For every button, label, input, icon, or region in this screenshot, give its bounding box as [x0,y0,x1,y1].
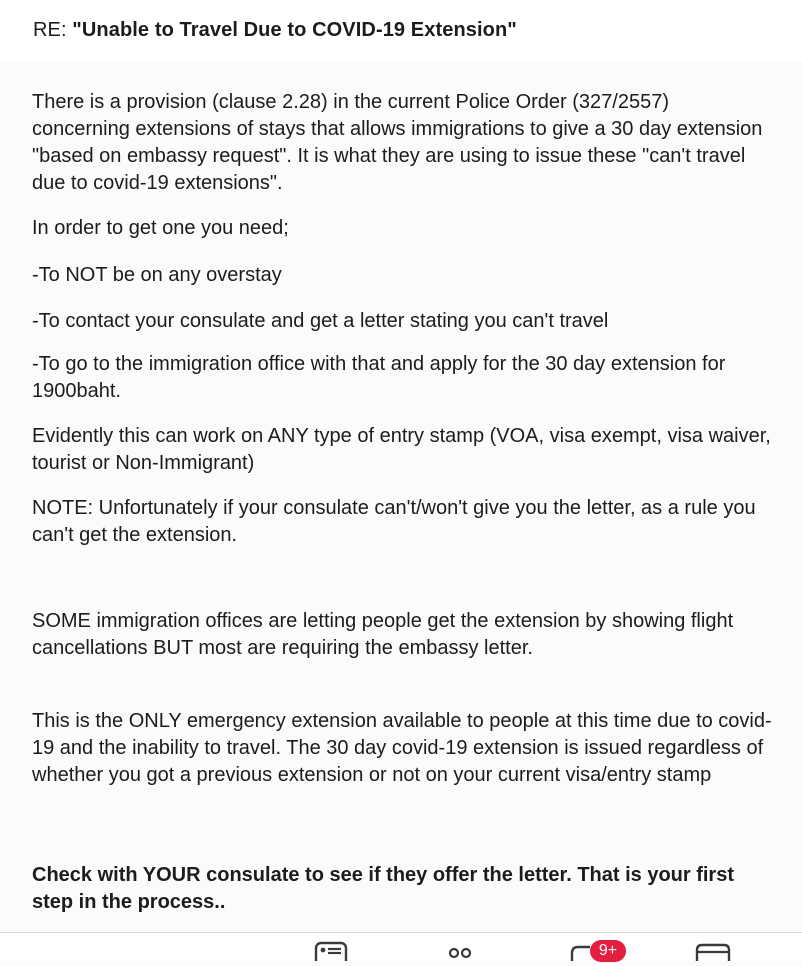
groups-icon [447,941,475,961]
paragraph-contact-consulate: -To contact your consulate and get a letter stating you can't travel [32,310,609,332]
tab-groups[interactable] [447,941,475,961]
bottom-tab-bar [0,932,802,960]
marketplace-icon [694,941,732,961]
post-title [33,17,517,43]
paragraph-no-overstay: -To NOT be on any overstay [32,264,282,286]
paragraph-immigration-office: -To go to the immigration office with that and apply for the 30 day extension for 1900baht. [32,353,726,402]
paragraph-only-extension: This is the ONLY emergency extension available to people at this time due to covid-19 and the inability to travel. The 30 day covid-19 extension is issued regardless of whether you got a previous extension or not on your current visa/entry stamp [32,710,772,786]
paragraph-note: NOTE: Unfortunately if your consulate can't/won't give you the letter, as a rule you can't get the extension. [32,497,756,546]
tab-news-feed[interactable] [314,941,348,961]
notification-count-badge: 9+ [590,940,626,962]
paragraph-check-consulate: Check with YOUR consulate to see if they offer the letter. That is your first step in the process.. [32,864,735,913]
paragraph-entry-stamp: Evidently this can work on ANY type of entry stamp (VOA, visa exempt, visa waiver, tourist or Non-Immigrant) [32,425,771,474]
paragraph-flight-cancellations: SOME immigration offices are letting people get the extension by showing flight cancellations BUT most are requiring the embassy letter. [32,610,734,659]
title-prefix: RE: [33,19,73,41]
news-feed-icon [314,941,348,961]
tab-marketplace[interactable] [694,941,732,961]
paragraph-requirements-intro: In order to get one you need; [32,217,289,239]
title-text: "Unable to Travel Due to COVID-19 Extension" [72,19,517,41]
paragraph-provision: There is a provision (clause 2.28) in the current Police Order (327/2557) concerning extensions of stays that allows immigrations to give a 30 day extension "based on embassy request". It is what they are using to issue these "can't travel due to covid-19 extensions". [32,91,763,194]
